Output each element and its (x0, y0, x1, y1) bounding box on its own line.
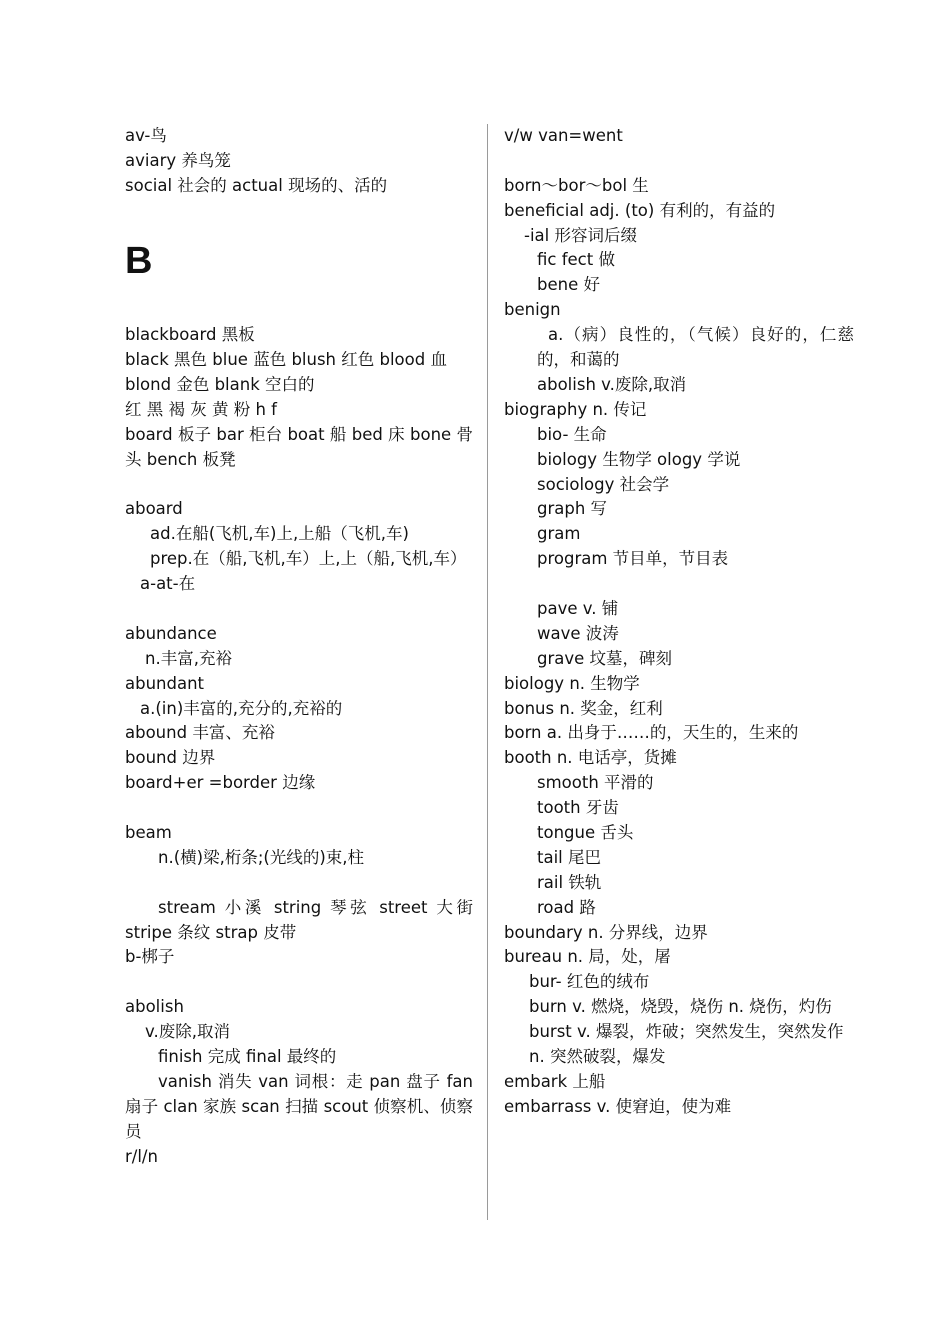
text-line: biography n. 传记 (504, 399, 647, 419)
text-line: program 节目单，节目表 (537, 549, 729, 569)
text-line: -ial 形容词后缀 (524, 225, 637, 245)
text-line: finish 完成 final 最终的 (158, 1047, 337, 1067)
text-line: rail 铁轨 (537, 872, 602, 892)
text-line: abundance (125, 623, 217, 643)
text-line: beneficial adj. (to) 有利的，有益的 (504, 200, 776, 220)
text-line: v.废除,取消 (145, 1022, 230, 1042)
text-line: prep.在（船,飞机,车）上,上（船,飞机,车） (150, 549, 467, 569)
text-line: born～bor～bol 生 (504, 175, 649, 195)
text-line: a.（病）良性的，（气候）良好的，仁慈的，和蔼的 (537, 325, 854, 370)
text-line: 红 黑 褐 灰 黄 粉 h f (125, 399, 277, 419)
text-line: stream 小溪 string 琴弦 street 大街 stripe 条纹 strap 皮带 (125, 897, 473, 942)
text-line: ad.在船(飞机,车)上,上船（飞机,车) (150, 524, 409, 544)
text-line: a-at-在 (140, 574, 196, 594)
text-line: tooth 牙齿 (537, 798, 619, 818)
text-line: n. 突然破裂，爆发 (529, 1046, 666, 1066)
text-line: embarrass v. 使窘迫，使为难 (504, 1096, 732, 1116)
text-line: biology n. 生物学 (504, 673, 640, 693)
right-column (504, 124, 854, 1120)
text-line: abolish (125, 997, 184, 1017)
text-line: a.(in)丰富的,充分的,充裕的 (140, 698, 343, 718)
text-line: grave 坟墓，碑刻 (537, 648, 673, 668)
text-line: board+er =border 边缘 (125, 773, 316, 793)
text-line: boundary n. 分界线，边界 (504, 922, 708, 942)
text-line: benign (504, 300, 561, 320)
text-line: beam (125, 822, 172, 842)
text-line: bene 好 (537, 275, 600, 295)
text-line: blackboard 黑板 (125, 325, 255, 345)
text-line: bound 边界 (125, 748, 216, 768)
text-line: vanish 消失 van 词根：走 pan 盘子 fan 扇子 clan 家族 scan 扫描 scout 侦察机、侦察员 (125, 1071, 473, 1141)
text-line: bio- 生命 (537, 424, 607, 444)
text-line: r/l/n (125, 1146, 158, 1166)
text-line: b-梆子 (125, 947, 175, 967)
text-line: burst v. 爆裂，炸破；突然发生，突然发作 (529, 1022, 844, 1042)
text-line: tail 尾巴 (537, 847, 601, 867)
text-line: biology 生物学 ology 学说 (537, 449, 741, 469)
text-line: social 社会的 actual 现场的、活的 (125, 175, 388, 195)
text-line: sociology 社会学 (537, 474, 670, 494)
text-line: bureau n. 局，处，屠 (504, 947, 671, 967)
text-line: smooth 平滑的 (537, 773, 654, 793)
text-line: embark 上船 (504, 1071, 606, 1091)
text-line: aboard (125, 499, 183, 519)
text-line: burn v. 燃烧，烧毁，烧伤 n. 烧伤，灼伤 (529, 997, 832, 1017)
text-line: n.(横)梁,桁条;(光线的)束,柱 (158, 847, 365, 867)
text-line: road 路 (537, 897, 596, 917)
text-line: wave 波涛 (537, 623, 619, 643)
text-line: abundant (125, 673, 205, 693)
text-line: graph 写 (537, 499, 608, 519)
text-line: pave v. 铺 (537, 598, 619, 618)
column-divider (487, 124, 488, 1220)
text-line: v/w van=went (504, 126, 623, 145)
left-column (125, 124, 473, 1170)
text-line: fic fect 做 (537, 250, 615, 270)
text-line: bur- 红色的绒布 (529, 972, 650, 992)
text-line: booth n. 电话亭，货摊 (504, 748, 677, 768)
text-line: aviary 养鸟笼 (125, 150, 231, 170)
text-line: bonus n. 奖金，红利 (504, 698, 663, 718)
text-line: av-鸟 (125, 126, 167, 145)
text-line: black 黑色 blue 蓝色 blush 红色 blood 血 (125, 350, 447, 370)
text-line: board 板子 bar 柜台 boat 船 bed 床 bone 骨头 bench 板凳 (125, 424, 473, 469)
text-line: tongue 舌头 (537, 822, 634, 842)
text-line: abolish v.废除,取消 (537, 374, 687, 394)
text-line: gram (537, 524, 581, 544)
text-line: abound 丰富、充裕 (125, 723, 275, 743)
section-heading: B (125, 239, 153, 282)
text-line: born a. 出身于……的，天生的，生来的 (504, 723, 799, 743)
text-line: blond 金色 blank 空白的 (125, 374, 315, 394)
text-line: n.丰富,充裕 (145, 648, 232, 668)
